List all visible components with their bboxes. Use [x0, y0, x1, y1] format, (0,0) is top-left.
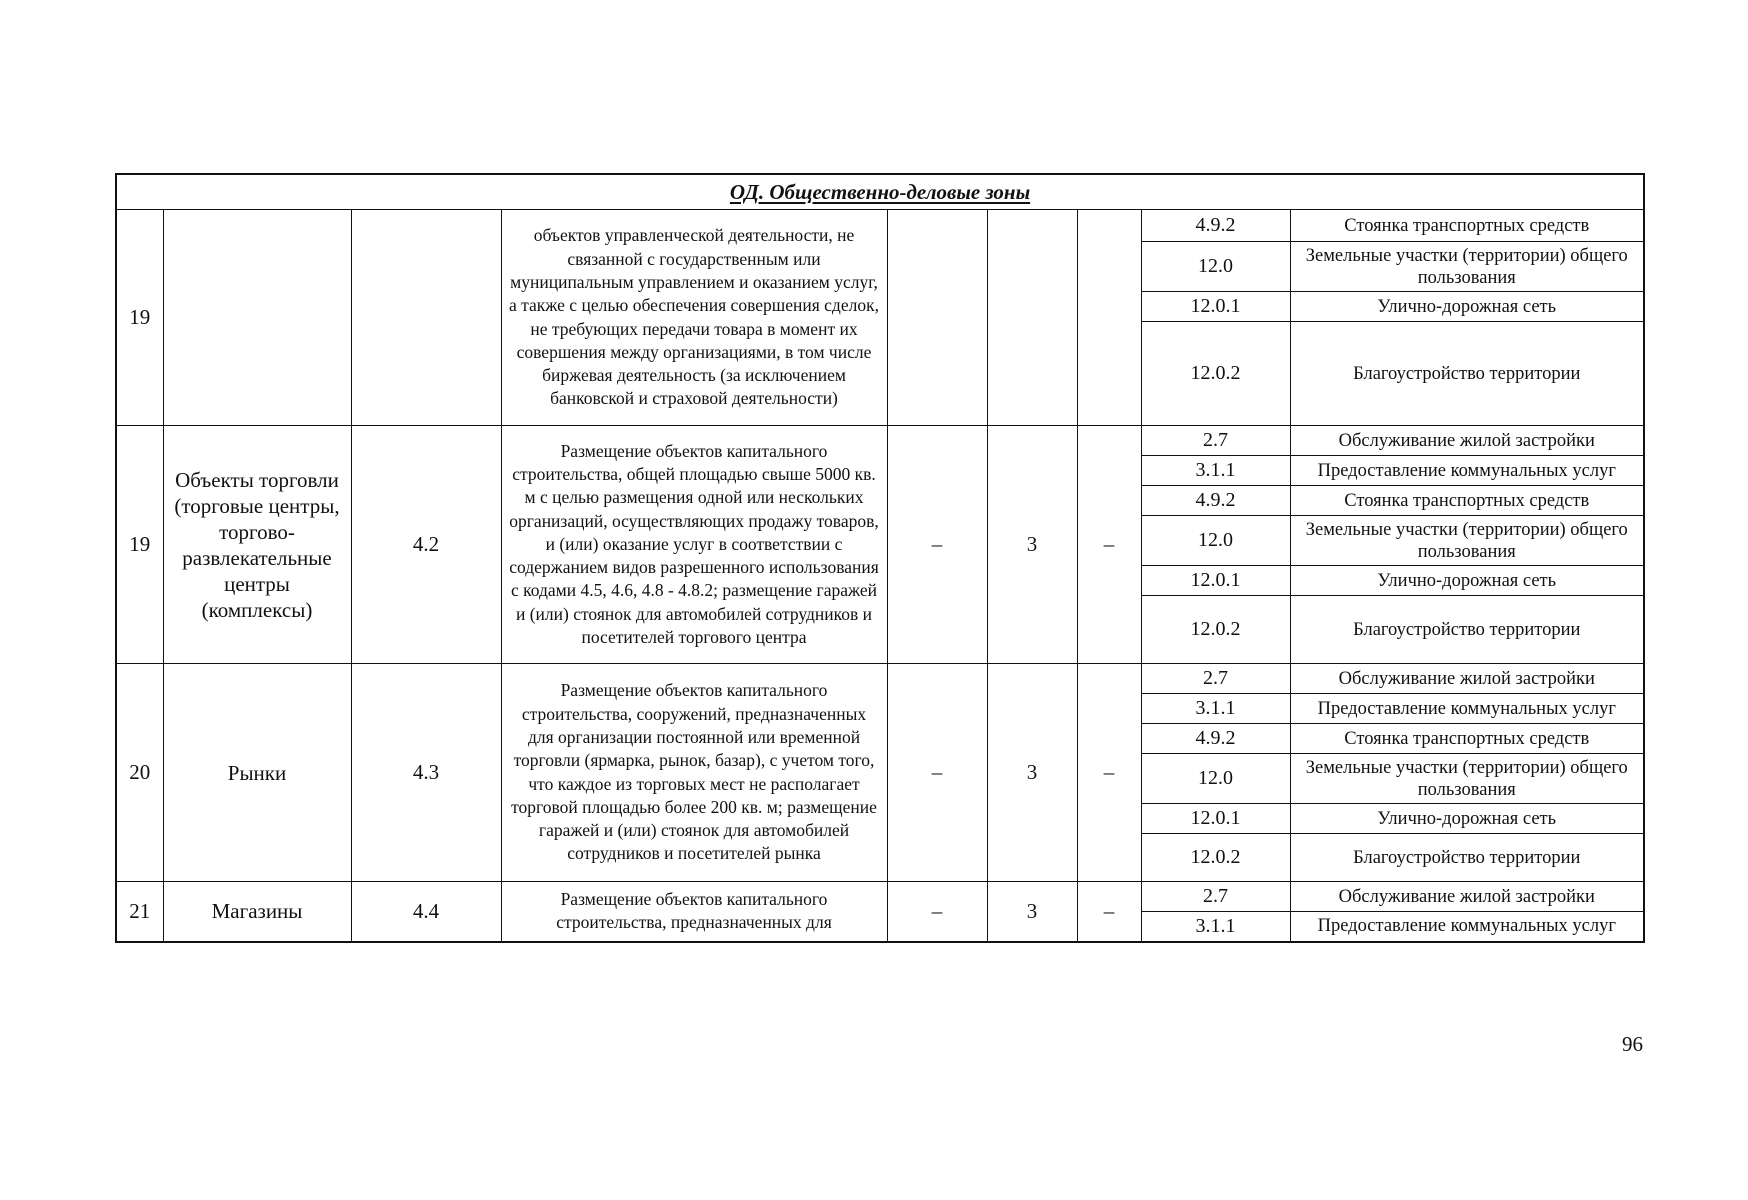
- aux-use-name: Предоставление коммунальных услуг: [1290, 912, 1644, 942]
- aux-use-code: 4.9.2: [1141, 724, 1290, 754]
- aux-use-code: 12.0: [1141, 516, 1290, 566]
- aux-use-code: 12.0: [1141, 242, 1290, 292]
- aux-use-name: Обслуживание жилой застройки: [1290, 426, 1644, 456]
- param-max: [1077, 210, 1141, 426]
- aux-use-name: Благоустройство территории: [1290, 834, 1644, 882]
- aux-use-code: 12.0.2: [1141, 596, 1290, 664]
- param-floors: 3: [987, 426, 1077, 664]
- aux-use-code: 12.0: [1141, 754, 1290, 804]
- use-name: Магазины: [163, 882, 351, 942]
- aux-use-name: Благоустройство территории: [1290, 322, 1644, 426]
- aux-use-name: Стоянка транспортных средств: [1290, 210, 1644, 242]
- table-row: [116, 882, 1644, 912]
- aux-use-name: Стоянка транспортных средств: [1290, 724, 1644, 754]
- aux-use-code: 3.1.1: [1141, 694, 1290, 724]
- aux-use-code: 2.7: [1141, 664, 1290, 694]
- table-title: ОД. Общественно-деловые зоны: [116, 174, 1644, 210]
- row-number: 21: [116, 882, 163, 942]
- aux-use-code: 12.0.1: [1141, 566, 1290, 596]
- aux-use-name: Обслуживание жилой застройки: [1290, 664, 1644, 694]
- use-description: Размещение объектов капитального строительства, сооружений, предназначенных для организации постоянной или временной торговли (ярмарка, рынок, базар), с учетом того, что каждое из торговых мест не располагает торговой площадью более 200 кв. м; размещение гаражей и (или) стоянок для автомобилей сотрудников и посетителей рынка: [501, 664, 887, 882]
- use-code: 4.2: [351, 426, 501, 664]
- param-max: –: [1077, 426, 1141, 664]
- param-max: –: [1077, 882, 1141, 942]
- aux-use-code: 2.7: [1141, 426, 1290, 456]
- aux-use-code: 12.0.1: [1141, 292, 1290, 322]
- aux-use-name: Стоянка транспортных средств: [1290, 486, 1644, 516]
- use-code: 4.3: [351, 664, 501, 882]
- use-code: 4.4: [351, 882, 501, 942]
- use-name: [163, 210, 351, 426]
- aux-use-name: Обслуживание жилой застройки: [1290, 882, 1644, 912]
- aux-use-name: Улично-дорожная сеть: [1290, 804, 1644, 834]
- use-code: [351, 210, 501, 426]
- land-use-table: [115, 173, 1645, 943]
- row-number: 19: [116, 210, 163, 426]
- aux-use-code: 4.9.2: [1141, 210, 1290, 242]
- aux-use-code: 12.0.2: [1141, 834, 1290, 882]
- aux-use-name: Земельные участки (территории) общего пользования: [1290, 754, 1644, 804]
- aux-use-name: Земельные участки (территории) общего пользования: [1290, 516, 1644, 566]
- param-min: –: [887, 882, 987, 942]
- aux-use-code: 12.0.2: [1141, 322, 1290, 426]
- use-name: Объекты торговли (торговые центры, торгово-развлекательные центры (комплексы): [163, 426, 351, 664]
- row-number: 20: [116, 664, 163, 882]
- aux-use-name: Предоставление коммунальных услуг: [1290, 694, 1644, 724]
- aux-use-code: 3.1.1: [1141, 912, 1290, 942]
- aux-use-name: Земельные участки (территории) общего пользования: [1290, 242, 1644, 292]
- aux-use-name: Улично-дорожная сеть: [1290, 566, 1644, 596]
- aux-use-name: Благоустройство территории: [1290, 596, 1644, 664]
- param-min: –: [887, 426, 987, 664]
- table-row: [116, 664, 1644, 694]
- param-max: –: [1077, 664, 1141, 882]
- aux-use-name: Улично-дорожная сеть: [1290, 292, 1644, 322]
- param-min: [887, 210, 987, 426]
- param-floors: 3: [987, 882, 1077, 942]
- table-title-row: [116, 174, 1644, 210]
- row-number: 19: [116, 426, 163, 664]
- param-floors: [987, 210, 1077, 426]
- aux-use-code: 12.0.1: [1141, 804, 1290, 834]
- use-name: Рынки: [163, 664, 351, 882]
- table-row: [116, 210, 1644, 242]
- param-floors: 3: [987, 664, 1077, 882]
- aux-use-code: 2.7: [1141, 882, 1290, 912]
- aux-use-code: 3.1.1: [1141, 456, 1290, 486]
- page-number: 96: [1622, 1032, 1643, 1056]
- use-description: объектов управленческой деятельности, не связанной с государственным или муниципальным управлением и оказанием услуг, а также с целью обеспечения совершения сделок, не требующих передачи товара в момент их совершения между организациями, в том числе биржевая деятельность (за исключением банковской и страховой деятельности): [501, 210, 887, 426]
- use-description: Размещение объектов капитального строительства, общей площадью свыше 5000 кв. м с целью размещения одной или нескольких организаций, осуществляющих продажу товаров, и (или) оказание услуг в соответствии с содержанием видов разрешенного использования с кодами 4.5, 4.6, 4.8 - 4.8.2; размещение гаражей и (или) стоянок для автомобилей сотрудников и посетителей торгового центра: [501, 426, 887, 664]
- aux-use-code: 4.9.2: [1141, 486, 1290, 516]
- param-min: –: [887, 664, 987, 882]
- use-description: Размещение объектов капитального строительства, предназначенных для: [501, 882, 887, 942]
- aux-use-name: Предоставление коммунальных услуг: [1290, 456, 1644, 486]
- table-row: [116, 426, 1644, 456]
